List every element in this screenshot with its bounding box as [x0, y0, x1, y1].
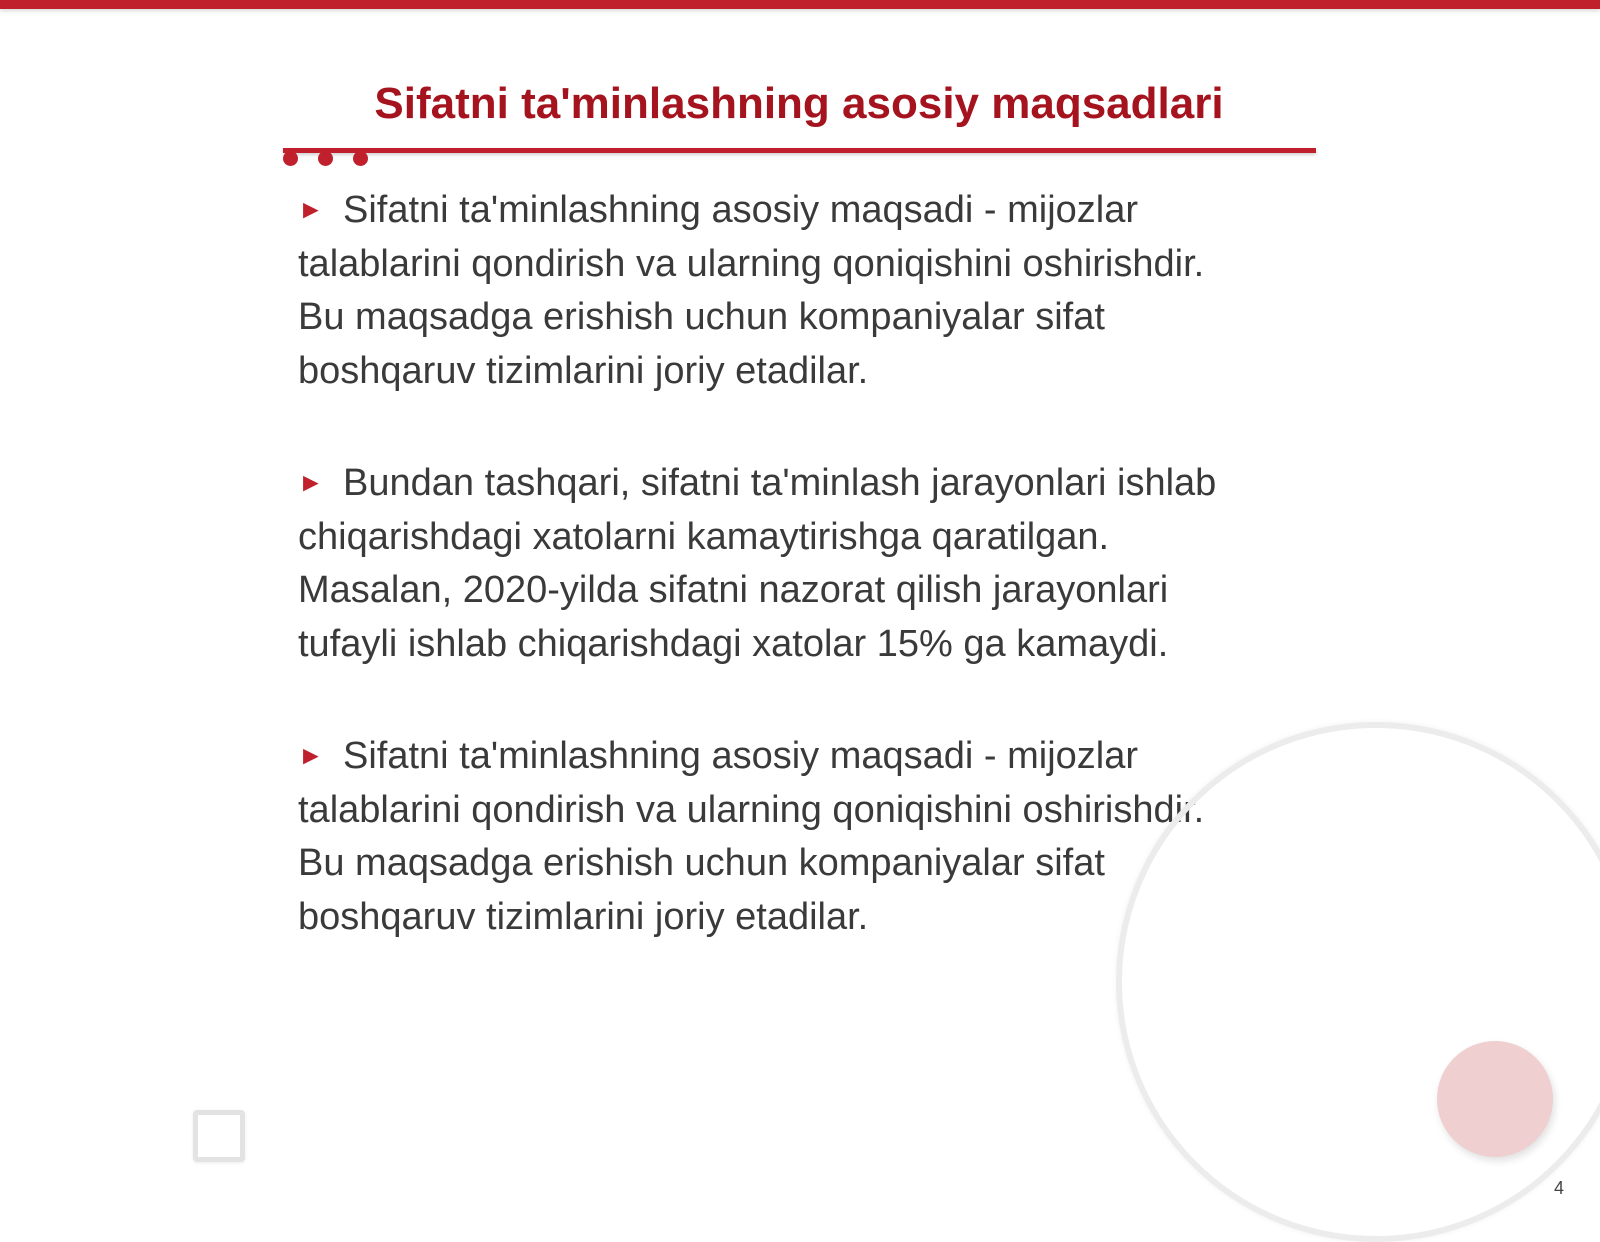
title-dot-1 — [283, 151, 298, 166]
bullet-item — [298, 456, 1318, 671]
bullet-line: Masalan, 2020-yilda sifatni nazorat qilish jarayonlari — [298, 569, 1169, 611]
bullet-line: Bu maqsadga erishish uchun kompaniyalar sifat — [298, 296, 1105, 338]
bullet-line: Bu maqsadga erishish uchun kompaniyalar sifat — [298, 842, 1105, 884]
title-underline — [283, 148, 1316, 153]
bullet-line: Sifatni ta'minlashning asosiy maqsadi - mijozlar — [343, 735, 1139, 777]
bullet-line: boshqaruv tizimlarini joriy etadilar. — [298, 349, 869, 392]
decorative-circle — [1437, 1041, 1553, 1157]
decorative-square — [193, 1110, 245, 1162]
decorative-ring — [1116, 722, 1600, 1242]
bullet-item — [298, 183, 1318, 398]
slide-title: Sifatni ta'minlashning asosiy maqsadlari — [374, 79, 1224, 128]
bullet-line: Bundan tashqari, sifatni ta'minlash jarayonlari ishlab — [343, 462, 1217, 504]
bullet-arrow-icon: ► — [298, 467, 324, 497]
bullet-line: Sifatni ta'minlashning asosiy maqsadi - mijozlar — [343, 189, 1139, 231]
bullet-arrow-icon: ► — [298, 194, 324, 224]
bullet-line: chiqarishdagi xatolarni kamaytirishga qaratilgan. — [298, 515, 1110, 558]
bullet-arrow-icon: ► — [298, 740, 324, 770]
page-number: 4 — [1554, 1178, 1565, 1198]
bullet-line: talablarini qondirish va ularning qoniqishini oshirishdir. — [298, 242, 1205, 285]
bullet-line: boshqaruv tizimlarini joriy etadilar. — [298, 895, 869, 938]
top-accent-bar — [0, 0, 1600, 9]
title-dot-2 — [318, 151, 333, 166]
bullet-line: tufayli ishlab chiqarishdagi xatolar 15% ga kamaydi. — [298, 622, 1169, 665]
title-dot-3 — [353, 151, 368, 166]
bullet-line: talablarini qondirish va ularning qoniqishini oshirishdir. — [298, 788, 1205, 831]
